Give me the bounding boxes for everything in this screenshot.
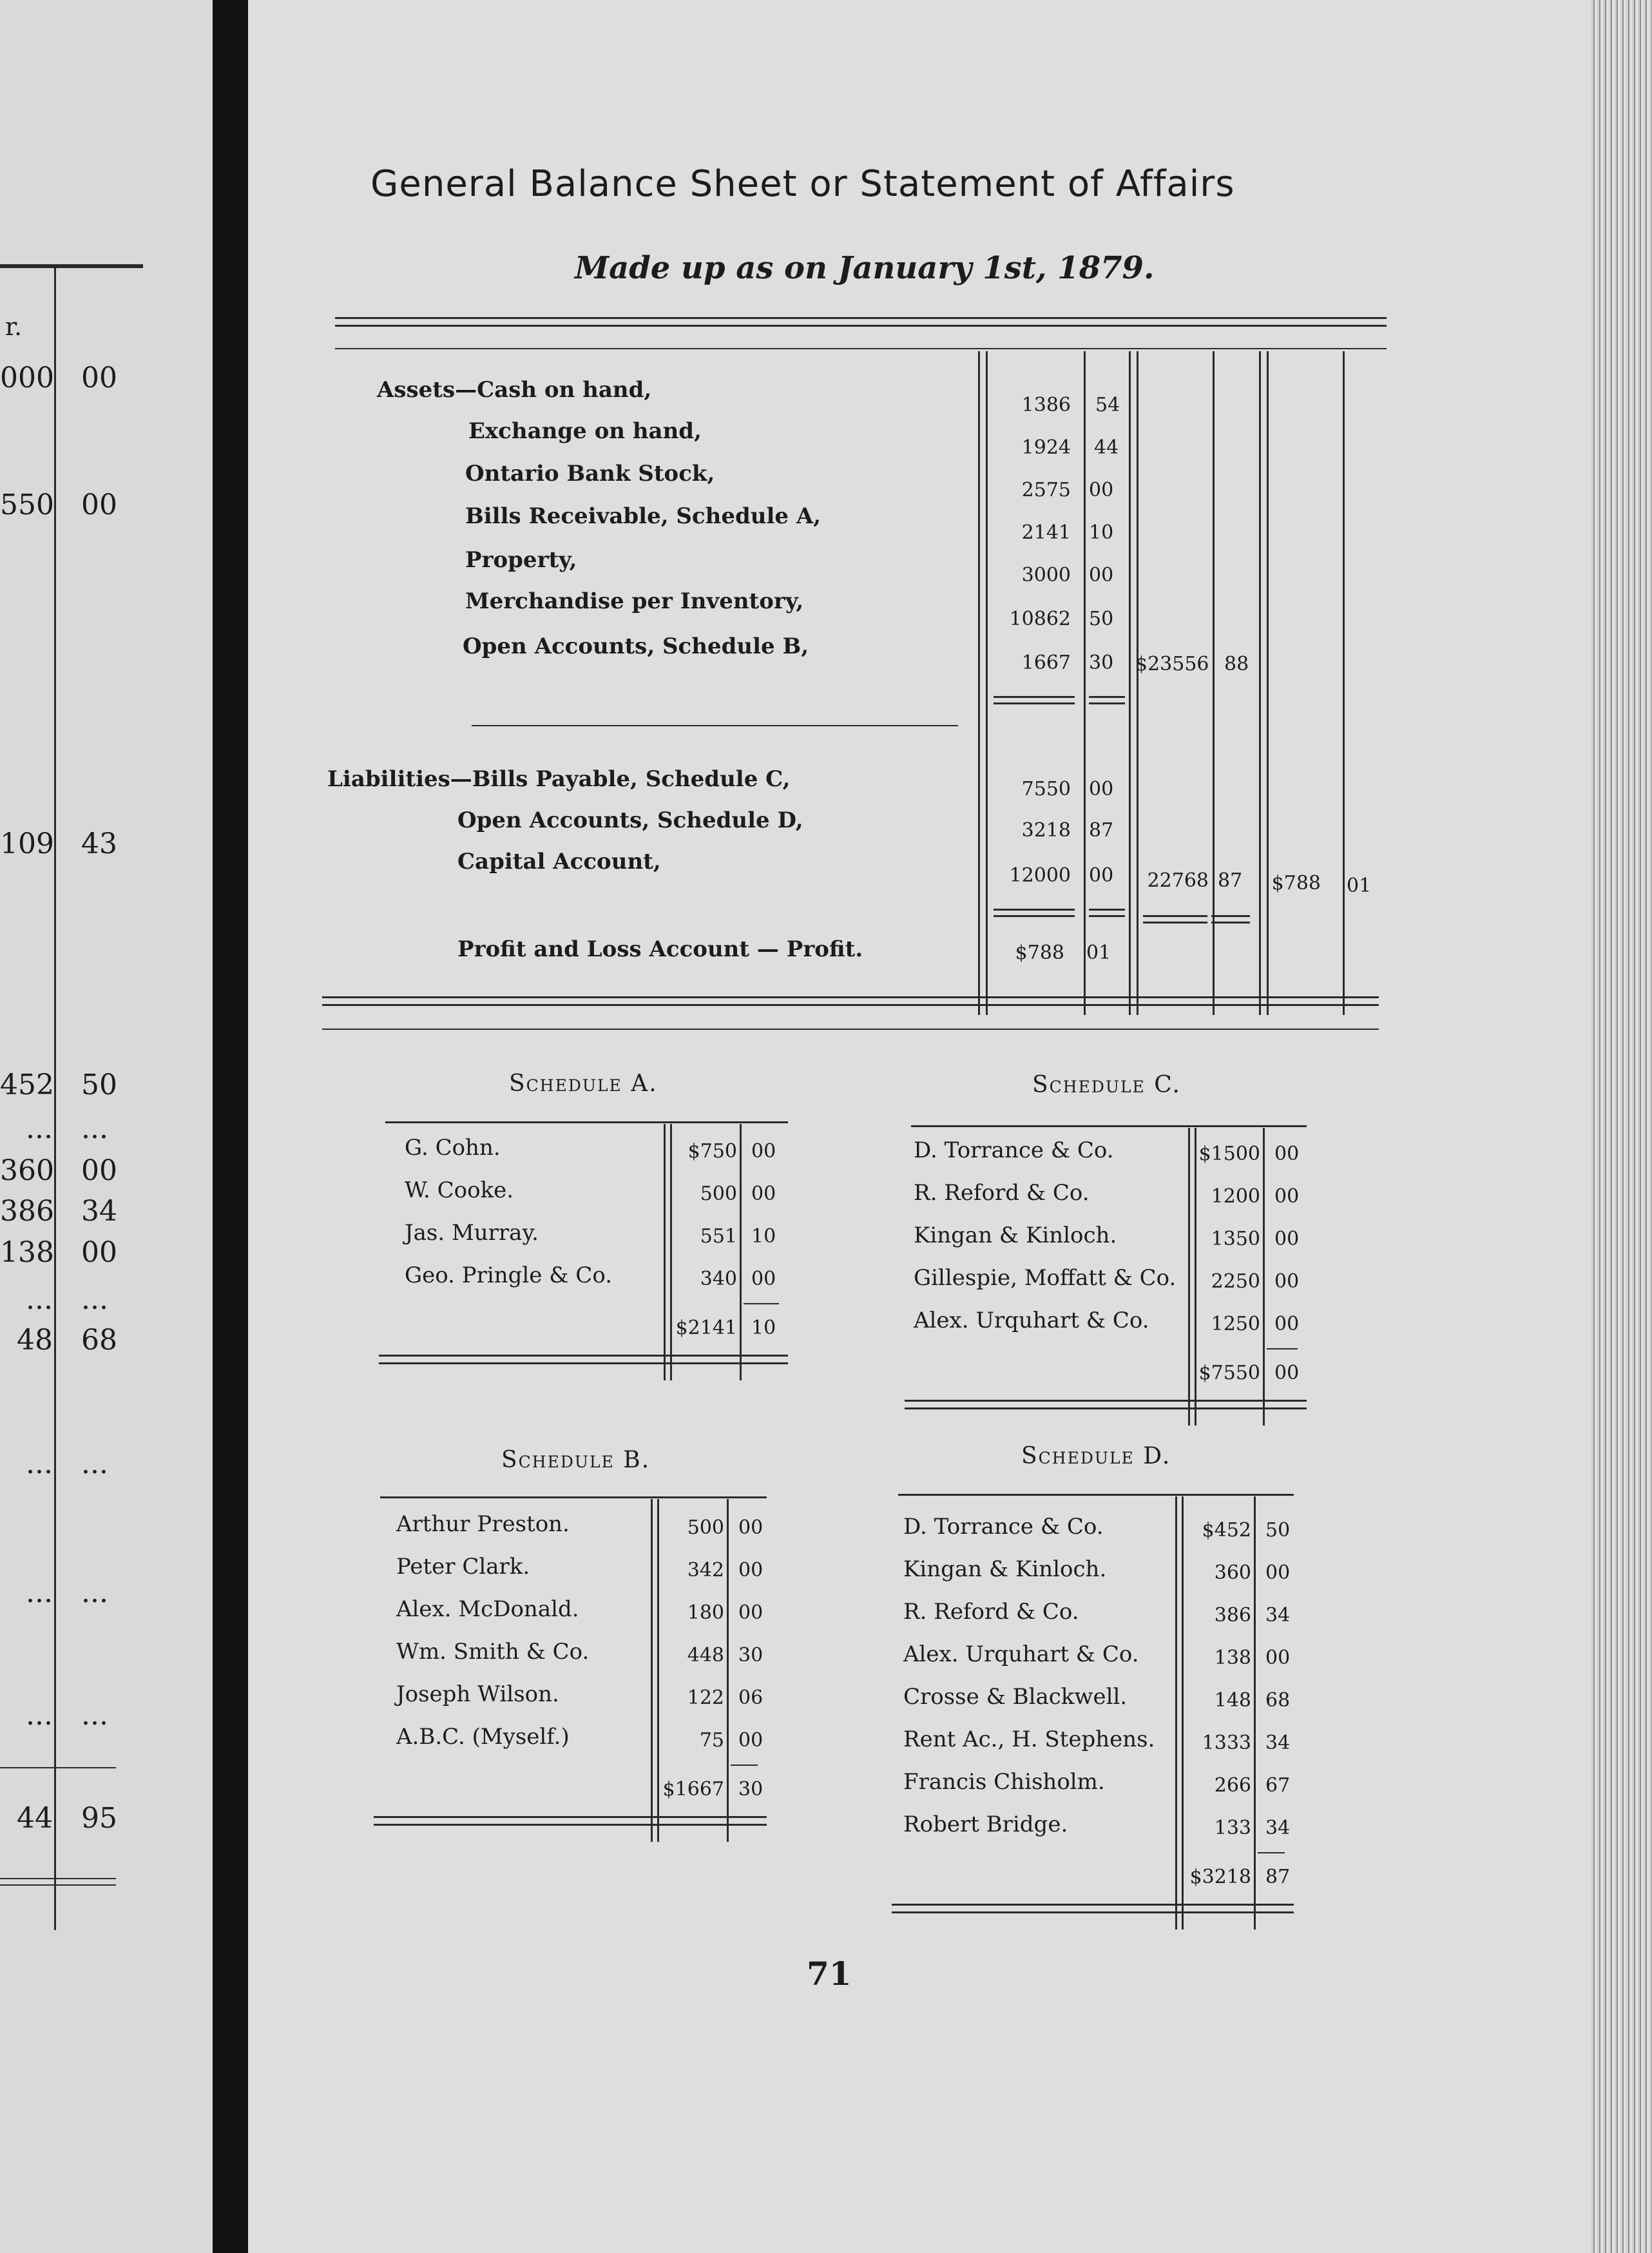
schedule-row-dollars: 551 — [700, 1225, 737, 1248]
left-row-amount: 109 — [0, 827, 54, 860]
profit-dollars: $788 — [1015, 942, 1064, 964]
schedule-row-name: Arthur Preston. — [396, 1511, 570, 1537]
liab-sum-rule-6 — [1143, 922, 1207, 923]
asset-label: Open Accounts, Schedule B, — [463, 633, 809, 659]
left-rule-a — [0, 1767, 116, 1768]
left-rule-c — [0, 1884, 116, 1886]
col-rule-8 — [1267, 351, 1269, 1015]
cash-cents: 54 — [1095, 394, 1120, 416]
schedule-row-name: Wm. Smith & Co. — [396, 1639, 590, 1665]
schedule-row-cents: 00 — [751, 1268, 776, 1290]
asset-label: Bills Receivable, Schedule A, — [465, 503, 821, 529]
asset-cents: 44 — [1094, 436, 1119, 459]
left-row-cents: ... — [81, 1283, 108, 1316]
left-row-amount: 138 — [0, 1236, 54, 1269]
liabilities-total-cents: 87 — [1218, 869, 1243, 892]
schedule-bottom-rule — [374, 1824, 767, 1826]
left-row-amount: ... — [26, 1112, 53, 1145]
col-rule-5 — [1137, 351, 1138, 1015]
assets-sum-rule-4 — [1089, 702, 1125, 704]
left-row-cents: 00 — [81, 1154, 117, 1187]
assets-sum-rule-1 — [994, 696, 1075, 698]
liab-sum-rule-5 — [1143, 915, 1207, 917]
left-top-rule — [0, 264, 143, 268]
left-header: r. — [5, 313, 23, 341]
col-rule-2 — [986, 351, 988, 1015]
schedule-total-dollars: $2141 — [675, 1317, 737, 1339]
schedule-total-cents: 87 — [1265, 1866, 1291, 1888]
schedule-row-dollars: 386 — [1214, 1604, 1251, 1627]
profit-label: Profit and Loss Account — Profit. — [457, 936, 863, 962]
schedule-row-cents: 00 — [751, 1140, 776, 1163]
balance-bottom-rule-2 — [322, 1004, 1379, 1006]
schedule-col-rule — [1263, 1128, 1265, 1426]
left-row-cents: ... — [81, 1447, 108, 1480]
schedule-row-dollars: 500 — [687, 1516, 724, 1539]
assets-label: Assets—Cash on hand, — [377, 377, 652, 403]
col-rule-3 — [1084, 351, 1086, 1015]
liab-sum-rule-3 — [1089, 909, 1125, 911]
schedule-row-dollars: 360 — [1214, 1562, 1251, 1584]
schedule-row-dollars: 133 — [1214, 1817, 1251, 1839]
schedule-row-dollars: 2250 — [1211, 1270, 1260, 1293]
schedule-row-cents: 34 — [1265, 1732, 1291, 1754]
left-row-amount: 550 — [0, 488, 54, 521]
schedule-row-name: Jas. Murray. — [405, 1220, 539, 1246]
liability-dollars: 3218 — [1021, 819, 1071, 842]
asset-label: Property, — [465, 547, 577, 573]
page-number: 71 — [807, 1955, 852, 1993]
schedule-row-dollars: 1200 — [1211, 1185, 1260, 1208]
liab-sum-rule-2 — [994, 915, 1075, 917]
left-row-amount: 386 — [0, 1195, 54, 1228]
assets-total-dollars: $23556 — [1135, 653, 1209, 675]
left-column-divider — [54, 267, 56, 1930]
schedule-col-rule — [1188, 1128, 1190, 1426]
schedule-row-cents: 34 — [1265, 1604, 1291, 1627]
schedule-row-cents: 00 — [738, 1516, 764, 1539]
schedule-col-rule — [1182, 1496, 1184, 1929]
schedule-row-cents: 34 — [1265, 1817, 1291, 1839]
page-subtitle: Made up as on January 1st, 1879. — [575, 250, 1155, 286]
schedule-total-cents: 10 — [751, 1317, 776, 1339]
left-row-cents: 00 — [81, 488, 117, 521]
schedule-col-rule — [657, 1499, 659, 1842]
schedule-row-cents: 00 — [1274, 1143, 1300, 1165]
schedule-row-name: D. Torrance & Co. — [914, 1137, 1114, 1163]
balance-top-rule-1 — [335, 317, 1387, 319]
left-row-cents: 34 — [81, 1195, 117, 1228]
schedule-header-rule — [385, 1121, 788, 1123]
schedule-col-rule — [727, 1499, 729, 1842]
schedule-row-cents: 30 — [738, 1644, 764, 1667]
left-row-cents: 50 — [81, 1068, 117, 1101]
bills-payable-cents: 00 — [1089, 778, 1114, 800]
schedule-row-dollars: 342 — [687, 1559, 724, 1581]
schedule-subtotal-rule — [1258, 1852, 1285, 1853]
schedule-row-name: Francis Chisholm. — [903, 1769, 1105, 1795]
schedule-row-name: Rent Ac., H. Stephens. — [903, 1726, 1155, 1752]
schedule-row-cents: 00 — [738, 1729, 764, 1752]
schedule-header-rule — [911, 1125, 1307, 1127]
asset-label: Ontario Bank Stock, — [465, 461, 715, 487]
schedule-bottom-rule — [379, 1362, 788, 1364]
schedule-row-name: Alex. McDonald. — [396, 1596, 579, 1622]
schedule-col-rule — [1195, 1128, 1196, 1426]
col-rule-9 — [1343, 351, 1345, 1015]
assets-sum-rule-2 — [994, 702, 1075, 704]
schedule-row-name: A.B.C. (Myself.) — [396, 1724, 570, 1750]
schedule-row-cents: 00 — [1274, 1270, 1300, 1293]
schedule-row-cents: 00 — [738, 1559, 764, 1581]
schedule-subtotal-rule — [731, 1765, 758, 1766]
schedule-d-title: Schedule D. — [1021, 1443, 1171, 1469]
schedule-header-rule — [380, 1496, 767, 1498]
liab-sum-rule-7 — [1211, 915, 1250, 917]
schedule-a-title: Schedule A. — [509, 1070, 658, 1097]
schedule-row-cents: 50 — [1265, 1519, 1291, 1542]
schedule-row-name: Kingan & Kinloch. — [914, 1223, 1117, 1248]
liab-sum-rule-8 — [1211, 922, 1250, 923]
page-gutter — [213, 0, 248, 2253]
schedule-bottom-rule — [905, 1400, 1307, 1402]
liability-label: Capital Account, — [457, 849, 661, 875]
liab-sum-rule-4 — [1089, 915, 1125, 917]
schedule-row-name: Robert Bridge. — [903, 1812, 1068, 1837]
schedule-row-cents: 00 — [1274, 1228, 1300, 1250]
schedule-row-dollars: 1250 — [1211, 1313, 1260, 1335]
schedule-c-title: Schedule C. — [1032, 1072, 1181, 1098]
schedule-bottom-rule — [892, 1911, 1294, 1913]
schedule-row-cents: 00 — [751, 1183, 776, 1205]
schedule-row-cents: 06 — [738, 1687, 764, 1709]
schedule-row-dollars: 1350 — [1211, 1228, 1260, 1250]
schedule-col-rule — [664, 1124, 666, 1380]
schedule-total-cents: 30 — [738, 1778, 764, 1801]
page-edge — [1591, 0, 1652, 2253]
schedule-row-name: Joseph Wilson. — [396, 1681, 559, 1707]
asset-cents: 00 — [1089, 479, 1114, 501]
left-row-amount: ... — [26, 1699, 53, 1732]
page-title: General Balance Sheet or Statement of Affairs — [370, 163, 1235, 205]
asset-dollars: 2141 — [1021, 521, 1071, 544]
asset-cents: 50 — [1089, 608, 1114, 630]
schedule-col-rule — [1175, 1496, 1177, 1929]
left-row-amount: 452 — [0, 1068, 54, 1101]
schedule-bottom-rule — [374, 1816, 767, 1818]
schedule-total-dollars: $3218 — [1189, 1866, 1251, 1888]
schedule-col-rule — [651, 1499, 653, 1842]
schedule-b-title: Schedule B. — [501, 1447, 651, 1473]
liab-sum-rule-1 — [994, 909, 1075, 911]
schedule-row-name: G. Cohn. — [405, 1135, 501, 1161]
left-row-cents: ... — [81, 1112, 108, 1145]
schedule-col-rule — [1254, 1496, 1256, 1929]
schedule-col-rule — [740, 1124, 742, 1380]
schedule-row-cents: 67 — [1265, 1774, 1291, 1797]
schedule-row-cents: 00 — [738, 1601, 764, 1624]
schedule-total-dollars: $1667 — [662, 1778, 724, 1801]
schedule-row-cents: 00 — [1265, 1647, 1291, 1669]
schedule-row-cents: 00 — [1274, 1185, 1300, 1208]
schedule-row-dollars: 180 — [687, 1601, 724, 1624]
liability-cents: 00 — [1089, 864, 1114, 887]
schedule-row-cents: 10 — [751, 1225, 776, 1248]
left-rule-b — [0, 1878, 116, 1879]
asset-cents: 00 — [1089, 564, 1114, 586]
left-row-amount: ... — [26, 1283, 53, 1316]
balance-top-rule-3 — [335, 348, 1387, 349]
schedule-row-name: R. Reford & Co. — [903, 1599, 1079, 1625]
schedule-row-name: Alex. Urquhart & Co. — [914, 1308, 1149, 1333]
schedule-row-name: Gillespie, Moffatt & Co. — [914, 1265, 1177, 1291]
schedule-bottom-rule — [892, 1904, 1294, 1906]
schedule-subtotal-rule — [744, 1303, 779, 1304]
left-row-cents: ... — [81, 1699, 108, 1732]
schedule-row-dollars: 75 — [699, 1729, 724, 1752]
schedule-header-rule — [898, 1494, 1294, 1496]
col-rule-7 — [1259, 351, 1261, 1015]
balance-bottom-rule-3 — [322, 1029, 1379, 1030]
asset-label: Merchandise per Inventory, — [465, 588, 804, 614]
difference-cents: 01 — [1347, 875, 1372, 897]
asset-dollars: 3000 — [1021, 564, 1071, 586]
schedule-row-name: Kingan & Kinloch. — [903, 1556, 1107, 1582]
schedule-total-dollars: $7550 — [1198, 1362, 1260, 1384]
asset-dollars: 2575 — [1021, 479, 1071, 501]
schedule-subtotal-rule — [1267, 1348, 1298, 1349]
schedule-row-dollars: 1333 — [1202, 1732, 1251, 1754]
schedule-row-dollars: 448 — [687, 1644, 724, 1667]
liability-dollars: 12000 — [1009, 864, 1071, 887]
left-row-cents: 00 — [81, 362, 117, 394]
asset-dollars: 1667 — [1021, 652, 1071, 674]
schedule-row-dollars: 138 — [1214, 1647, 1251, 1669]
schedule-row-name: Alex. Urquhart & Co. — [903, 1641, 1139, 1667]
liabilities-label: Liabilities—Bills Payable, Schedule C, — [327, 766, 791, 792]
asset-cents: 30 — [1089, 652, 1114, 674]
bills-payable-dollars: 7550 — [1021, 778, 1071, 800]
schedule-row-dollars: 340 — [700, 1268, 737, 1290]
schedule-row-dollars: 122 — [687, 1687, 724, 1709]
schedule-row-dollars: 266 — [1214, 1774, 1251, 1797]
schedule-row-name: Peter Clark. — [396, 1554, 530, 1580]
left-row-cents: 00 — [81, 1236, 117, 1269]
left-row-amount: ... — [26, 1447, 53, 1480]
schedule-bottom-rule — [379, 1355, 788, 1357]
schedule-row-name: Crosse & Blackwell. — [903, 1684, 1128, 1710]
liability-cents: 87 — [1089, 819, 1114, 842]
schedule-total-cents: 00 — [1274, 1362, 1300, 1384]
left-row-cents: 43 — [81, 827, 117, 860]
liability-label: Open Accounts, Schedule D, — [457, 807, 803, 833]
schedule-row-cents: 68 — [1265, 1689, 1291, 1712]
schedule-row-dollars: $750 — [687, 1140, 737, 1163]
schedule-row-name: R. Reford & Co. — [914, 1180, 1090, 1206]
schedule-row-dollars: 148 — [1214, 1689, 1251, 1712]
left-row-amount: 48 — [17, 1324, 53, 1357]
schedule-row-cents: 00 — [1265, 1562, 1291, 1584]
assets-separator — [472, 725, 958, 726]
asset-cents: 10 — [1089, 521, 1114, 544]
left-row-amount: ... — [26, 1576, 53, 1609]
left-row-cents: ... — [81, 1576, 108, 1609]
liabilities-total-dollars: 22768 — [1147, 869, 1209, 892]
balance-top-rule-2 — [335, 325, 1387, 327]
difference-dollars: $788 — [1271, 872, 1321, 894]
asset-label: Exchange on hand, — [468, 418, 702, 444]
balance-bottom-rule-1 — [322, 996, 1379, 998]
col-rule-1 — [978, 351, 980, 1015]
schedule-row-name: Geo. Pringle & Co. — [405, 1262, 613, 1288]
profit-cents: 01 — [1086, 942, 1111, 964]
asset-dollars: 1924 — [1021, 436, 1071, 459]
asset-dollars: 10862 — [1009, 608, 1071, 630]
schedule-row-cents: 00 — [1274, 1313, 1300, 1335]
schedule-row-dollars: $452 — [1202, 1519, 1251, 1542]
left-row-cents: 68 — [81, 1324, 117, 1357]
col-rule-4 — [1129, 351, 1131, 1015]
assets-sum-rule-3 — [1089, 696, 1125, 698]
schedule-row-dollars: 500 — [700, 1183, 737, 1205]
cash-dollars: 1386 — [1021, 394, 1071, 416]
schedule-row-name: D. Torrance & Co. — [903, 1514, 1104, 1540]
left-row-amount: 000 — [0, 362, 54, 394]
left-row-amount: 44 — [17, 1802, 53, 1835]
left-row-amount: 360 — [0, 1154, 54, 1187]
schedule-col-rule — [670, 1124, 672, 1380]
schedule-row-dollars: $1500 — [1198, 1143, 1260, 1165]
schedule-row-name: W. Cooke. — [405, 1177, 514, 1203]
schedule-bottom-rule — [905, 1407, 1307, 1409]
assets-total-cents: 88 — [1224, 653, 1249, 675]
left-row-cents: 95 — [81, 1802, 117, 1835]
